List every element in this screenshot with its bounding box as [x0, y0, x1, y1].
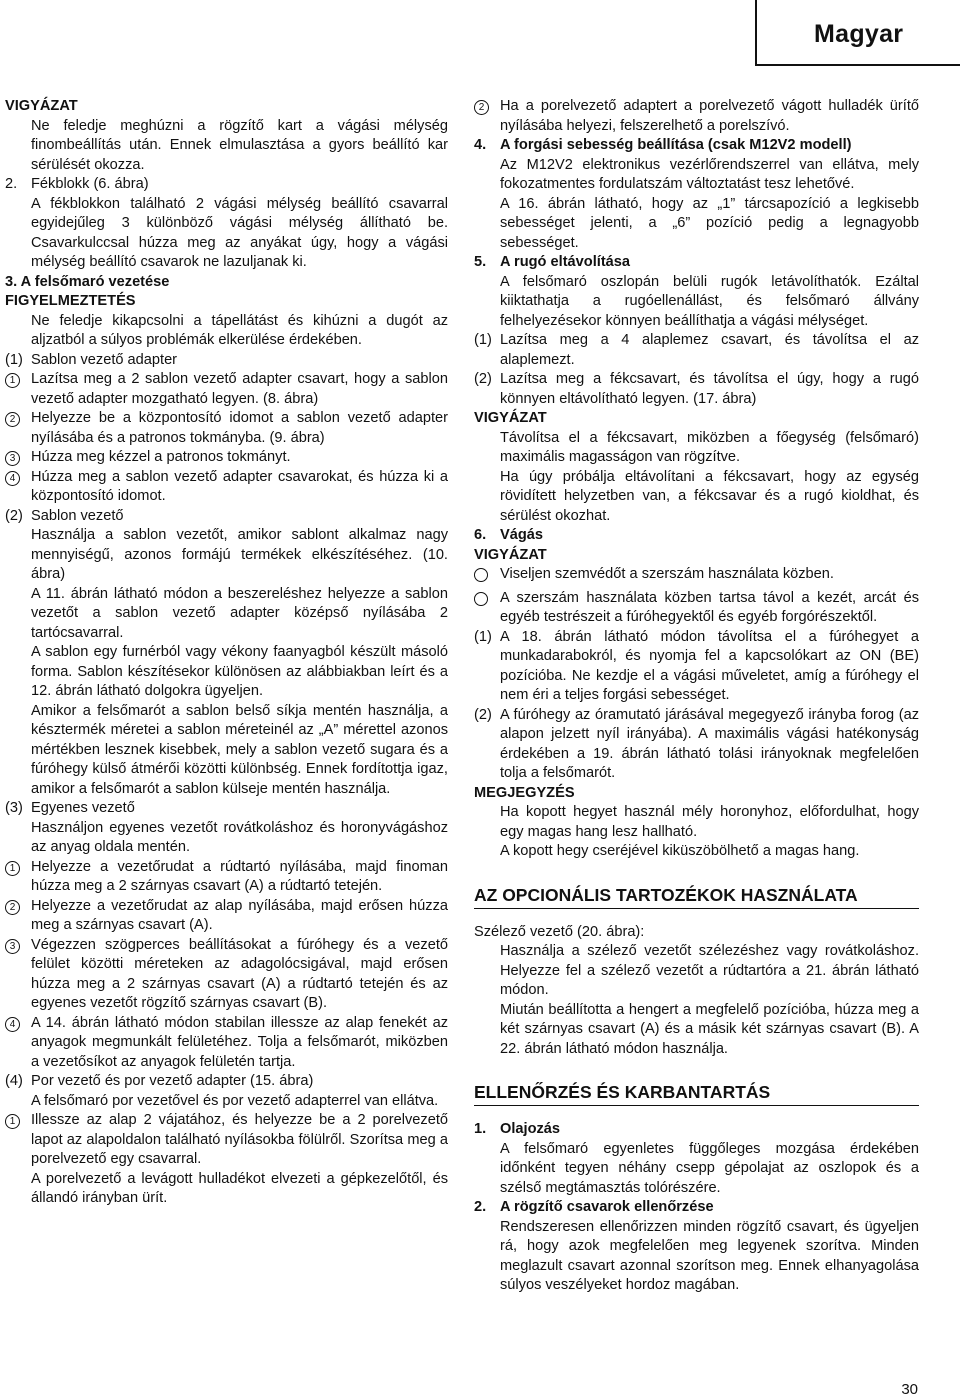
item-text: A szerszám használata közben tartsa távol a kezét, arcát és egyéb testrészeit a fúróhegyektől és egyéb forgórészektől.	[500, 589, 919, 625]
item-text: A 14. ábrán látható módon stabilan illessze az alap fenekét az anyagok megmunkált felületéhez. Tolja a felsőmarót, miközben a vezetősíkot az anyagok felületén tartja.	[31, 1014, 448, 1070]
left-column	[5, 97, 448, 1209]
item-number: (2)	[5, 507, 23, 524]
item-text: Helyezze a vezetőrudat az alap nyílásába, majd erősen húzza meg a szárnyas csavart (A).	[31, 897, 448, 933]
circled-number: 3	[5, 939, 20, 954]
item-text: Sablon vezető	[31, 507, 124, 524]
paragraph: Az M12V2 elektronikus vezérlőrendszerrel van ellátva, mely fokozatmentes fordulatszám változtatást tesz lehetővé.	[500, 156, 919, 192]
circled-number: 4	[5, 1017, 20, 1032]
item-text: Helyezze a vezetőrudat a rúdtartó nyílásába, majd finoman húzza meg a 2 szárnyas csavart (A) a rúdtartó tetején.	[31, 858, 448, 894]
item-number: (1)	[474, 332, 492, 348]
caution-heading: VIGYÁZAT	[474, 546, 547, 563]
paragraph: A sablon egy furnérból vagy vékony faanyagból készült másoló forma. Sablon készítésekor különösen az alábbiakban leírt és a 12. ábrán látható dolgokra ügyeljen.	[31, 644, 448, 699]
item-text: Húzza meg kézzel a patronos tokmányt.	[31, 449, 291, 465]
item-number: 5.	[474, 254, 487, 270]
item-text: A 18. ábrán látható módon távolítsa el a fúróhegyet a munkadarabokról, és nyomja fel a kapcsolókart az ON (BE) pozícióba. Ne kezdje el a vágási műveletet, amíg a fúróhegy el nem éri a teljes forgási sebességet.	[500, 628, 919, 703]
list-item	[474, 331, 919, 370]
section-heading-maintenance: ELLENŐRZÉS ÉS KARBANTARTÁS	[474, 1081, 919, 1106]
item-text: Lazítsa meg a 4 alaplemez csavart, és távolítsa el az alaplemezt.	[500, 332, 919, 368]
language-tab	[755, 0, 960, 66]
list-item	[5, 1111, 448, 1170]
subheading: Olajozás	[500, 1121, 561, 1137]
item-text: Sablon vezető adapter	[31, 351, 178, 368]
paragraph: Amikor a felsőmarót a sablon belső síkja mentén használja, a késztermék méretei a sablon méreteinél az „A” mérettel azonos mértékben lesznek kisebbek, mely a sablon vezető sugara és a fúróhegy külső átmérői közötti különbség. Ennek fordítottja igaz, amikor a felsőmarót a sablon külseje mentén használja.	[31, 702, 448, 797]
note-text: A kopott hegy cseréjével kiküszöbölhető a magas hang.	[500, 843, 860, 859]
item-text: Viseljen szemvédőt a szerszám használata közben.	[500, 566, 834, 582]
paragraph: A felsőmaró oszlopán belüli rugók letávolíthatók. Ezáltal kiiktathatja a rugóellenállást, és felsőmaró állvány felhelyezésekor könnyen beállíthatja a vágási mélységet.	[500, 273, 919, 329]
section-heading: 3. A felsőmaró vezetése	[5, 273, 170, 290]
paragraph: Rendszeresen ellenőrizzen minden rögzítő csavart, és ügyeljen rá, hogy azok megfelelően meg legyenek szorítva. Minden meglazult csavart azonnal szorítson meg. Ennek elhanyagolása súlyos veszélyeket hordoz magában.	[500, 1218, 919, 1293]
list-item	[5, 351, 448, 371]
paragraph: Használjon egyenes vezetőt rovátkoláshoz és horonyvágáshoz az anyag oldala mentén.	[31, 819, 448, 855]
list-item	[5, 175, 448, 195]
item-number: 1.	[474, 1121, 487, 1137]
circled-number: 4	[5, 471, 20, 486]
bullet-circle-icon	[474, 568, 488, 582]
circled-number: 2	[5, 412, 20, 427]
list-item	[474, 628, 919, 706]
paragraph: Szélező vezető (20. ábra):	[474, 923, 645, 940]
caution-text: Ha úgy próbálja eltávolítani a fékcsavart, hogy az egység rövidített helyzetben van, a fékcsavar és a rugó kioldhat, és sérülést okozhat.	[500, 468, 919, 524]
item-text: A fúróhegy az óramutató járásával megegyező irányba forog (az alapon jelzett nyíl irányába). A maximális vágási hatékonyság érdekében a 19. ábrán látható tolási irányoknak megfelelően tolja a felsőmarót.	[500, 706, 919, 781]
item-text: Végezzen szögperces beállításokat a fúróhegy és a vezető felület közötti méreteken az adagolócsigával, majd erősen húzza meg a 2 szárnyas csavart (A) a rúdtartó tetején és az egyenes vezetőt rögzítő szárnyas csavart (B).	[31, 936, 448, 1011]
item-number: 6.	[474, 527, 487, 543]
item-number: (2)	[474, 706, 492, 723]
list-item	[5, 936, 448, 1014]
list-item	[5, 799, 448, 819]
list-item	[5, 897, 448, 936]
paragraph: A 11. ábrán látható módon a beszereléshez helyezze a sablon vezetőt a sablon vezető adapter középső nyílásába 2 tartócsavarral.	[31, 585, 448, 641]
warning-text: Ne feledje kikapcsolni a tápellátást és kihúzni a dugót az aljzatból a súlyos problémák elkerülése érdekében.	[31, 312, 448, 348]
paragraph: A fékblokkon található 2 vágási mélység beállító csavarral egyidejűleg 3 különböző vágási mélység állítható be. Csavarkulccsal húzza meg az anyákat úgy, hogy a vágási mélység beállító csavarok ne lazuljanak ki.	[31, 195, 448, 270]
note-text: Ha kopott hegyet használ mély horonyhoz, előfordulhat, hogy egy magas hang lesz hallható.	[500, 804, 919, 840]
list-item	[474, 526, 919, 546]
item-number: 2.	[5, 176, 18, 192]
item-number: (1)	[474, 628, 492, 645]
item-number: (3)	[5, 800, 23, 816]
list-item	[5, 468, 448, 507]
item-text: Lazítsa meg a 2 sablon vezető adapter csavart, hogy a sablon vezető adapter mozgatható legyen. (8. ábra)	[31, 371, 448, 407]
list-item	[5, 370, 448, 409]
caution-text: Távolítsa el a fékcsavart, miközben a főegység (felsőmaró) maximális magasságon van rögzítve.	[500, 429, 919, 465]
language-label: Magyar	[814, 20, 904, 48]
item-number: 4.	[474, 137, 487, 153]
subheading: Fékblokk (6. ábra)	[31, 176, 149, 192]
note-heading: MEGJEGYZÉS	[474, 784, 575, 801]
item-text: Egyenes vezető	[31, 800, 135, 816]
circled-number: 2	[474, 100, 489, 115]
caution-text: Ne feledje meghúzni a rögzítő kart a vágási mélység finombeállítás után. Ennek elmulasztása a gyors beállító kar sérülését okozza.	[31, 117, 448, 173]
circled-number: 2	[5, 900, 20, 915]
caution-heading: VIGYÁZAT	[474, 410, 547, 426]
paragraph: Használja a szélező vezetőt szélezéshez vagy rovátkoláshoz. Helyezze fel a szélező vezetőt a rúdtartóra a 21. ábrán látható módon.	[500, 943, 919, 998]
list-item	[474, 97, 919, 136]
list-item	[5, 858, 448, 897]
subheading: A rögzítő csavarok ellenőrzése	[500, 1199, 714, 1215]
section-heading-accessories: AZ OPCIONÁLIS TARTOZÉKOK HASZNÁLATA	[474, 884, 919, 909]
item-text: Por vezető és por vezető adapter (15. ábra)	[31, 1073, 314, 1089]
caution-heading: VIGYÁZAT	[5, 98, 78, 114]
item-number: (2)	[474, 371, 492, 387]
warning-heading: FIGYELMEZTETÉS	[5, 293, 136, 309]
list-item	[474, 370, 919, 409]
paragraph: A felsőmaró egyenletes függőleges mozgása érdekében időnként tegyen néhány csepp gépolajat az oszlopok és a szélső megtámasztás tolórészére.	[500, 1140, 919, 1196]
circled-number: 1	[5, 1114, 20, 1129]
paragraph: A porelvezető a levágott hulladékot elvezeti a gépkezelőtől, és állandó irányban ürít.	[31, 1170, 448, 1206]
page-number: 30	[901, 1381, 918, 1398]
subheading: A forgási sebesség beállítása (csak M12V2 modell)	[500, 137, 852, 153]
list-item	[474, 253, 919, 273]
subheading: Vágás	[500, 527, 543, 543]
list-item	[474, 565, 919, 589]
list-item	[474, 136, 919, 156]
list-item	[5, 1014, 448, 1073]
list-item	[5, 409, 448, 448]
item-number: (1)	[5, 351, 23, 368]
item-text: Lazítsa meg a fékcsavart, és távolítsa el úgy, hogy a rugó könnyen eltávolítható legyen. (17. ábra)	[500, 371, 919, 407]
list-item	[5, 448, 448, 468]
item-number: (4)	[5, 1073, 23, 1089]
circled-number: 1	[5, 373, 20, 388]
list-item	[474, 589, 919, 628]
item-text: Illessze az alap 2 vájatához, és helyezze be a 2 porelvezető lapot az alapoldalon található nyílásokba fölülről. Szorítsa meg a porelvezető egy csavarral.	[31, 1112, 448, 1167]
paragraph: Miután beállította a hengert a megfelelő pozícióba, húzza meg a két szárnyas csavart (A) és a másik két szárnyas csavart (B). A 22. ábrán látható módon használja.	[500, 1001, 919, 1057]
list-item	[474, 706, 919, 784]
list-item	[474, 1198, 919, 1218]
item-text: Helyezze be a központosító idomot a sablon vezető adapter nyílásába és a patronos tokmányba. (9. ábra)	[31, 410, 448, 446]
list-item	[5, 507, 448, 527]
list-item	[474, 1120, 919, 1140]
circled-number: 1	[5, 861, 20, 876]
item-text: Húzza meg a sablon vezető adapter csavarokat, és húzza ki a központosító idomot.	[31, 468, 448, 504]
paragraph: Használja a sablon vezetőt, amikor sablont alkalmaz nagy mennyiségű, azonos formájú termékek elkészítéséhez. (10. ábra)	[31, 527, 448, 582]
paragraph: A felsőmaró por vezetővel és por vezető adapterrel van ellátva.	[31, 1092, 439, 1109]
item-text: Ha a porelvezető adaptert a porelvezető vágott hulladék ürítő nyílásába helyezi, felszerelhető a porelszívó.	[500, 98, 919, 134]
right-column	[474, 97, 919, 1296]
subheading: A rugó eltávolítása	[500, 254, 631, 270]
list-item	[5, 1072, 448, 1092]
bullet-circle-icon	[474, 592, 488, 606]
item-number: 2.	[474, 1199, 487, 1215]
paragraph: A 16. ábrán látható, hogy az „1” tárcsapozíció a legkisebb sebességet jelenti, a „6” pozíció pedig a legnagyobb sebességet.	[500, 195, 919, 251]
circled-number: 3	[5, 451, 20, 466]
